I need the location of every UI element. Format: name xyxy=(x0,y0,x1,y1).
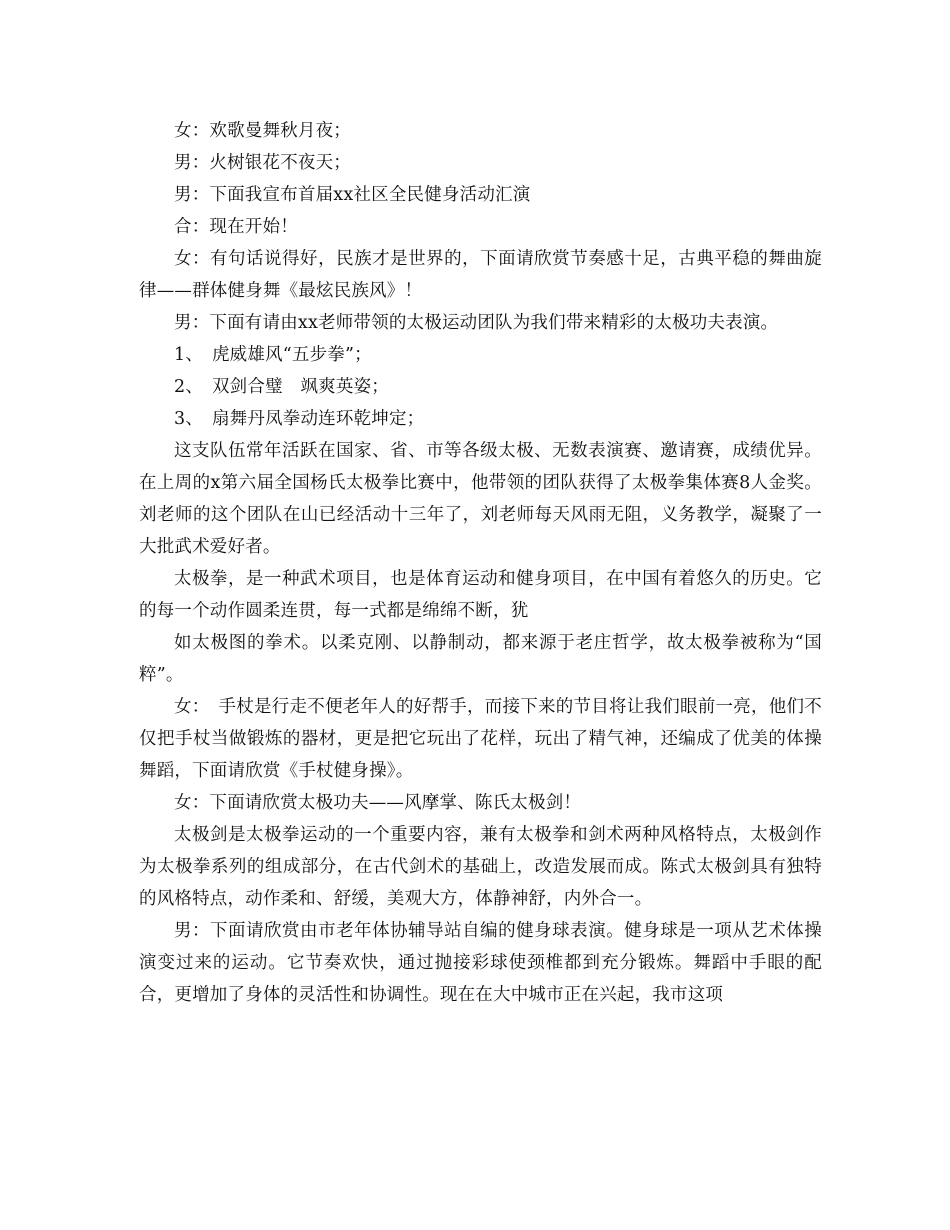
document-body xyxy=(139,115,822,1011)
paragraph-2: 男：火树银花不夜天； xyxy=(174,153,351,173)
paragraph-taiji-sword-announce: 女：下面请欣赏太极功夫——风摩掌、陈氏太极剑！ xyxy=(174,793,582,813)
paragraph-4: 合：现在开始！ xyxy=(174,217,298,237)
paragraph-taiji-sword: 太极剑是太极拳运动的一个重要内容，兼有太极拳和剑术两种风格特点，太极剑作为太极拳系列的组成部分，在古代剑术的基础上，改造发展而成。陈式太极剑具有独特的风格特点，动作柔和、舒缓，美观大方，体静神舒，内外合一。 xyxy=(139,825,822,909)
paragraph-team-intro: 这支队伍常年活跃在国家、省、市等各级太极、无数表演赛、邀请赛，成绩优异。在上周的x第六届全国杨氏太极拳比赛中，他带领的团队获得了太极拳集体赛8人金奖。刘老师的这个团队在山已经活动十三年了，刘老师每天风雨无阻，义务教学，凝聚了一大批武术爱好者。 xyxy=(139,441,822,557)
paragraph-3: 男：下面我宣布首届xx社区全民健身活动汇演 xyxy=(174,185,531,205)
paragraph-5: 女：有句话说得好，民族才是世界的，下面请欣赏节奏感十足，古典平稳的舞曲旋律——群体健身舞《最炫民族风》！ xyxy=(139,249,822,301)
paragraph-cane-exercise: 女： 手杖是行走不便老年人的好帮手，而接下来的节目将让我们眼前一亮，他们不仅把手杖当做锻炼的器材，更是把它玩出了花样，玩出了精气神，还编成了优美的体操舞蹈，下面请欣赏《手杖健身操》。 xyxy=(139,697,822,781)
list-item-3: 3、 扇舞丹凤拳动连环乾坤定； xyxy=(174,409,425,429)
list-item-1: 1、 虎威雄风“五步拳”； xyxy=(174,345,372,365)
paragraph-6: 男：下面有请由xx老师带领的太极运动团队为我们带来精彩的太极功夫表演。 xyxy=(174,313,779,333)
list-item-2: 2、 双剑合璧 飒爽英姿； xyxy=(174,377,389,397)
paragraph-taiji-intro: 太极拳，是一种武术项目，也是体育运动和健身项目，在中国有着悠久的历史。它的每一个动作圆柔连贯，每一式都是绵绵不断，犹 xyxy=(139,569,822,621)
paragraph-taiji-continued: 如太极图的拳术。以柔克刚、以静制动，都来源于老庄哲学，故太极拳被称为“国粹”。 xyxy=(139,633,822,685)
paragraph-1: 女：欢歌曼舞秋月夜； xyxy=(174,121,351,141)
paragraph-fitness-ball: 男：下面请欣赏由市老年体协辅导站自编的健身球表演。健身球是一项从艺术体操演变过来的运动。它节奏欢快，通过抛接彩球使颈椎都到充分锻炼。舞蹈中手眼的配合，更增加了身体的灵活性和协调性。现在在大中城市正在兴起，我市这项 xyxy=(139,921,822,1005)
